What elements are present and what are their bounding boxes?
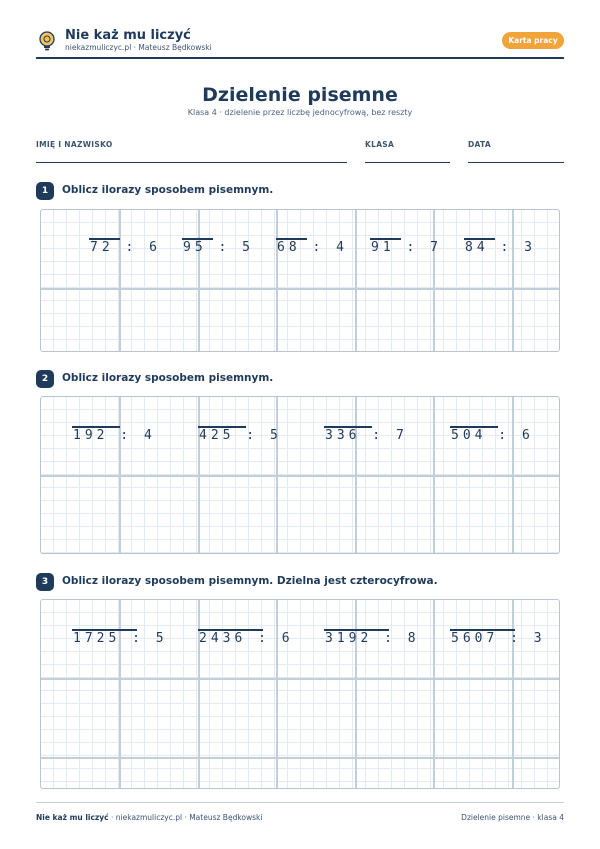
footer-brand: Nie każ mu liczyć: [36, 813, 109, 822]
task-instruction-3: Oblicz ilorazy sposobem pisemnym. Dzielna jest czterocyfrowa.: [62, 575, 438, 587]
answer-grid-1[interactable]: [40, 209, 560, 352]
name-field[interactable]: [36, 162, 347, 163]
task-instruction-1: Oblicz ilorazy sposobem pisemnym.: [62, 184, 274, 196]
problem-3-1: 1725 : 5: [73, 631, 168, 646]
task-number-2: 2: [36, 370, 54, 388]
problem-2-4: 504 : 6: [451, 428, 534, 443]
problem-1-4: 91 : 7: [371, 240, 442, 255]
answer-grid-2[interactable]: [40, 396, 560, 554]
answer-grid-3[interactable]: [40, 599, 560, 789]
problem-1-5: 84 : 3: [465, 240, 536, 255]
brand-subtitle: niekazmuliczyc.pl · Mateusz Będkowski: [65, 43, 212, 52]
header-divider: [36, 57, 564, 59]
class-label: KLASA: [365, 140, 395, 149]
task-number-1: 1: [36, 182, 54, 200]
problem-1-3: 68 : 4: [277, 240, 348, 255]
footer-site: niekazmuliczyc.pl · Mateusz Będkowski: [115, 813, 263, 822]
page-subtitle: Klasa 4 · dzielenie przez liczbę jednocyfrową, bez reszty: [187, 108, 413, 117]
problem-3-2: 2436 : 6: [199, 631, 294, 646]
name-label: IMIĘ I NAZWISKO: [36, 140, 113, 149]
footer-credit: Nie każ mu liczyć · niekazmuliczyc.pl · Mateusz Będkowski: [36, 813, 263, 822]
problem-1-1: 72 : 6: [90, 240, 161, 255]
class-field[interactable]: [365, 162, 450, 163]
footer-page-label: Dzielenie pisemne · klasa 4: [461, 813, 564, 822]
lightbulb-icon: [36, 30, 58, 52]
problem-2-3: 336 : 7: [325, 428, 408, 443]
task-instruction-2: Oblicz ilorazy sposobem pisemnym.: [62, 372, 274, 384]
page-title: Dzielenie pisemne: [202, 84, 398, 106]
date-field[interactable]: [468, 162, 564, 163]
problem-3-3: 3192 : 8: [325, 631, 420, 646]
brand-title: Nie każ mu liczyć: [65, 28, 191, 43]
problem-2-2: 425 : 5: [199, 428, 282, 443]
problem-1-2: 95 : 5: [183, 240, 254, 255]
problem-2-1: 192 : 4: [73, 428, 156, 443]
footer-divider: [36, 802, 564, 803]
problem-3-4: 5607 : 3: [451, 631, 546, 646]
date-label: DATA: [468, 140, 491, 149]
task-number-3: 3: [36, 573, 54, 591]
worksheet-badge: Karta pracy: [502, 32, 564, 49]
